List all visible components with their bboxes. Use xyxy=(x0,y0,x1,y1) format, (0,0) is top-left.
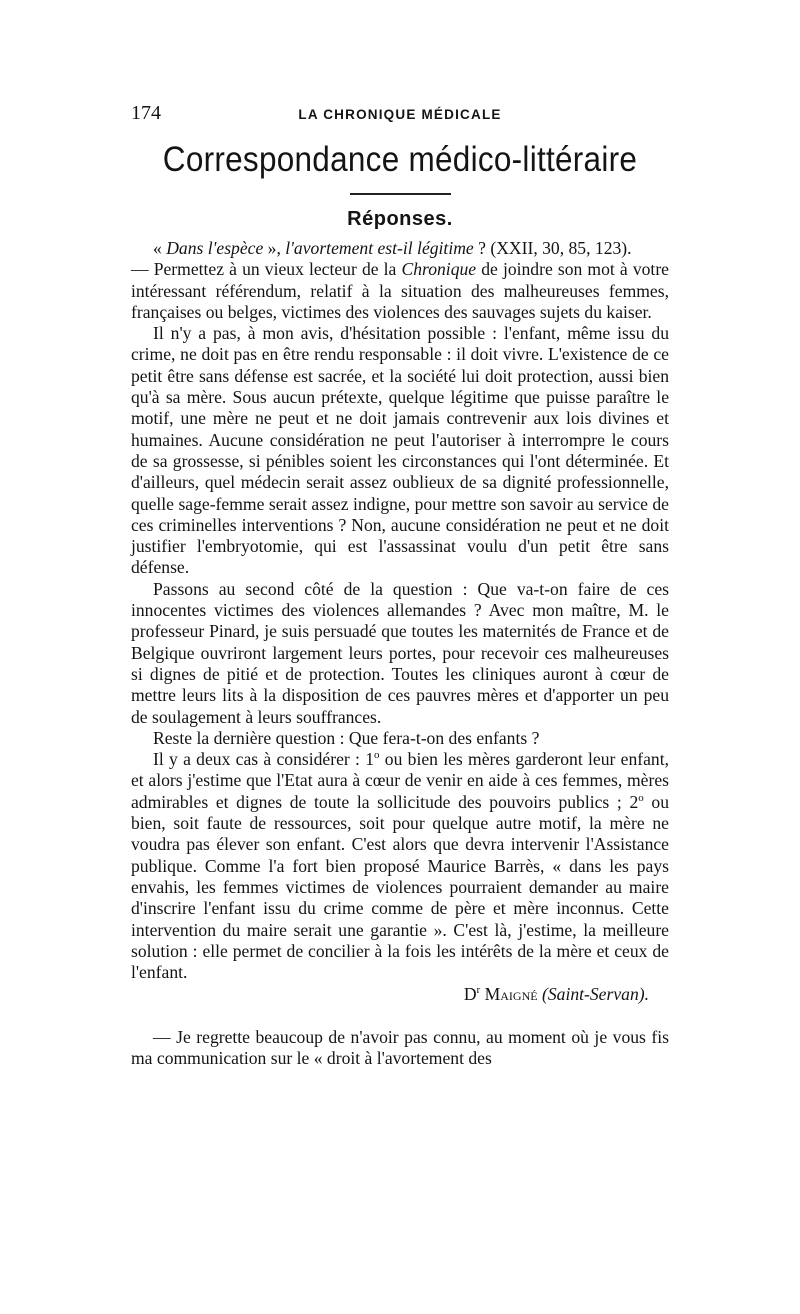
letter-question: « Dans l'espèce », l'avortement est-il légitime ? (XXII, 30, 85, 123). xyxy=(153,238,632,258)
paragraph-3: Passons au second côté de la question : Que va-t-on faire de ces innocentes victimes des violences allemandes ? Avec mon maître, M. le professeur Pinard, je suis persuadé que toutes les maternités de France et de Belgique ouvriront largement leurs portes, pour recevoir ces malheureuses si dignes de pitié et de protection. Toutes les cliniques auront à cœur de mettre leurs lits à la disposition de ces pauvres mères et d'apporter un peu de soulagement à leurs souffrances. xyxy=(131,578,669,727)
article-body xyxy=(131,238,669,1069)
journal-title: LA CHRONIQUE MÉDICALE xyxy=(298,107,502,122)
title-rule xyxy=(350,193,451,195)
signature: $D^r$ Maigné (Saint-Servan). xyxy=(463,984,649,1005)
spacer xyxy=(131,1006,669,1027)
section-title: Correspondance médico-littéraire xyxy=(162,140,638,179)
paragraph-4: Reste la dernière question : Que fera-t-on des enfants ? xyxy=(153,727,540,748)
running-head xyxy=(131,102,669,130)
paragraph-1: — Permettez à un vieux lecteur de la Chronique de joindre son mot à votre intéressant référendum, relatif à la situation des malheureuses femmes, françaises ou belges, victimes des violences des sauvages sujets du kaiser. xyxy=(131,259,669,322)
next-letter-paragraph: — Je regrette beaucoup de n'avoir pas connu, au moment où je vous fis ma communication sur le « droit à l'avortement des xyxy=(131,1026,669,1068)
page-number: 174 xyxy=(131,102,161,124)
paragraph-5: Il y a deux cas à considérer : 1$^o$ ou bien les mères garderont leur enfant, et alors j'estime que l'Etat aura à cœur de venir en aide à ces femmes, mères admirables et dignes de toute la sollicitude des pouvoirs publics ; 2$^o$ ou bien, soit faute de ressources, soit pour quelque autre motif, la mère ne voudra pas élever son enfant. C'est alors que devra intervenir l'Assistance publique. Comme l'a fort bien proposé Maurice Barrès, « dans les pays envahis, les femmes victimes de violences pourraient demander au maire d'inscrire l'enfant issu du crime comme de père et mère inconnus. Cette intervention du maire serait une garantie ». C'est là, j'estime, la meilleure solution : elle permet de concilier à la fois les intérêts de la mère et ceux de l'enfant. xyxy=(131,749,669,983)
paragraph-2: Il n'y a pas, à mon avis, d'hésitation possible : l'enfant, même issu du crime, ne doit pas en être rendu responsable : il doit vivre. L'existence de ce petit être sans défense est sacrée, et la société lui doit protection, aussi bien qu'à sa mère. Sous aucun prétexte, quelque légitime que puisse paraître le motif, une mère ne peut et ne doit jamais contrevenir aux lois divines et humaines. Aucune considération ne peut l'autoriser à interrompre le cours de sa grossesse, si pénibles soient les circonstances qui l'ont déterminée. Et d'ailleurs, quel médecin serait assez oublieux de sa dignité professionnelle, quelle sage-femme serait assez indigne, pour mettre son savoir au service de ces criminelles interventions ? Non, aucune considération ne peut et ne doit justifier l'embryotomie, qui est l'assassinat voulu d'un petit être sans défense. xyxy=(131,323,669,578)
subsection-title: Réponses. xyxy=(347,208,453,230)
